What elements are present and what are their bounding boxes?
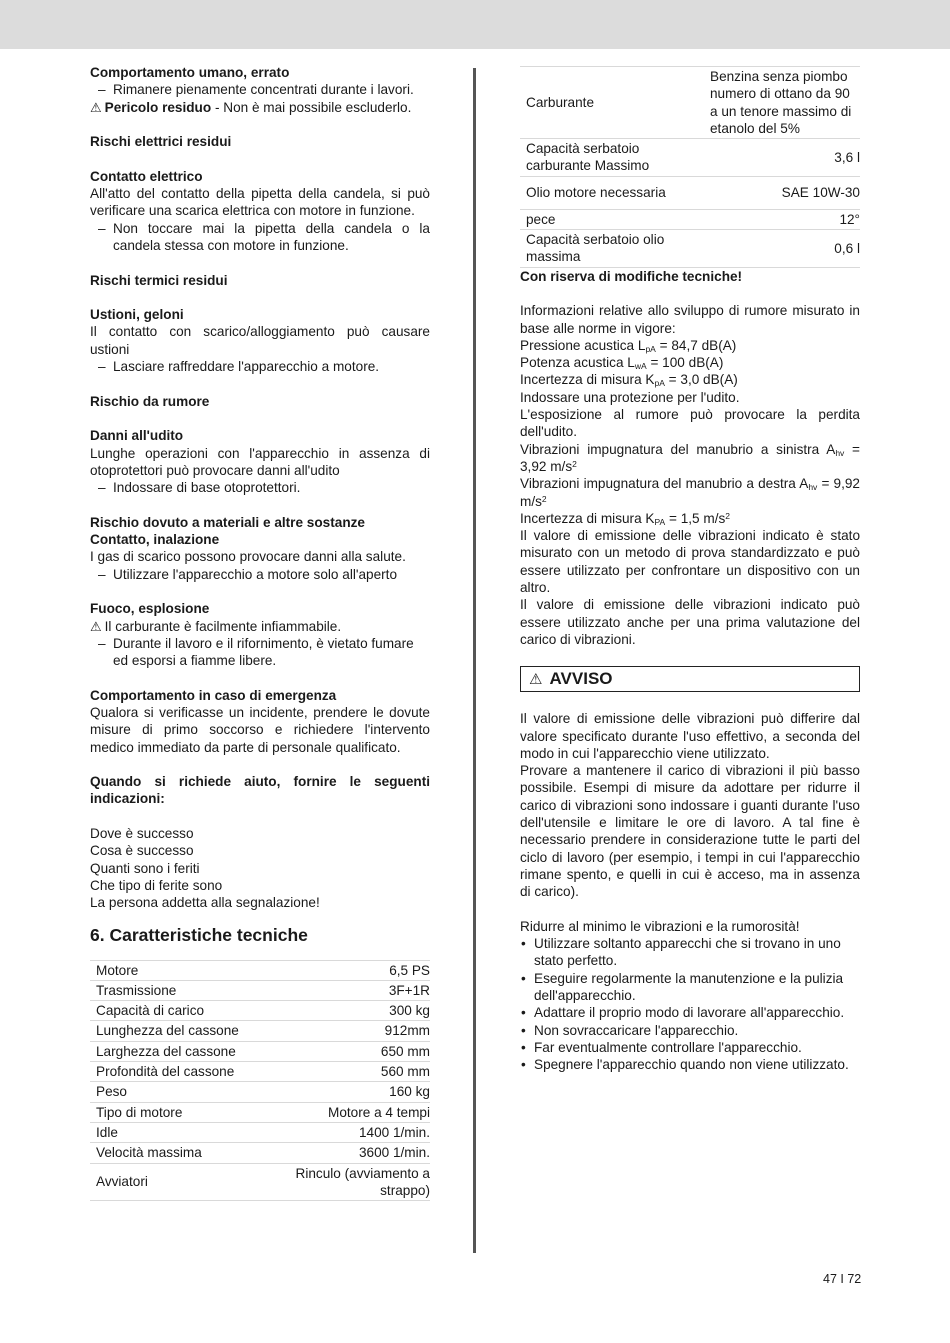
superscript: 2	[572, 458, 577, 469]
table-row	[520, 230, 860, 268]
spec-label: Olio motore necessaria	[520, 176, 702, 209]
vibration-paragraph: Il valore di emissione delle vibrazioni indicato può essere utilizzato anche per una prima valutazione del carico di vibrazioni.	[520, 597, 860, 647]
warning-box	[520, 666, 860, 692]
spec-value: 3,6 l	[702, 139, 860, 177]
superscript: 2	[541, 493, 547, 504]
noise-uncertainty	[520, 371, 860, 388]
tech-specs-table	[90, 960, 430, 1202]
instruction-spark-plug: – Non toccare mai la pipetta della candela o la candela stessa con motore in funzione.	[90, 220, 430, 255]
spec-label: Avviatori	[90, 1163, 264, 1201]
warning-triangle-icon: ⚠	[90, 618, 102, 634]
list-item: • Utilizzare soltanto apparecchi che si trovano in uno stato perfetto.	[520, 935, 860, 970]
spec-label: Velocità massima	[90, 1143, 264, 1163]
emergency-text: Qualora si verificasse un incidente, prendere le dovute misure di primo soccorso e richiedere l'intervento medico immediato da parte di personale qualificato.	[90, 704, 430, 755]
instruction-cool-down: – Lasciare raffreddare l'apparecchio a motore.	[90, 358, 430, 375]
table-row	[90, 1041, 430, 1061]
help-line: Cosa è successo	[90, 843, 194, 859]
spec-value: 300 kg	[264, 1001, 430, 1021]
spec-label: pece	[520, 209, 702, 229]
spec-value: 1400 1/min.	[264, 1122, 430, 1142]
list-item: • Adattare il proprio modo di lavorare all'apparecchio.	[520, 1004, 860, 1021]
list-item: • Far eventualmente controllare l'apparecchio.	[520, 1039, 860, 1056]
instruction-ear-protection: – Indossare di base otoprotettori.	[90, 479, 430, 496]
spec-label: Peso	[90, 1082, 264, 1102]
heading-electrical-risks: Rischi elettrici residui	[90, 134, 232, 150]
subscript: PA	[654, 516, 666, 527]
table-row	[90, 960, 430, 980]
warning-paragraph: Il valore di emissione delle vibrazioni può differire dal valore specificato durante l'uso effettivo, a seconda del modo in cui l'apparecchio viene utilizzato.	[520, 711, 860, 761]
sound-power	[520, 354, 860, 371]
superscript: 2	[725, 510, 731, 521]
page-number: 47 I 72	[823, 1272, 862, 1286]
vibration-paragraph: Il valore di emissione delle vibrazioni indicato è stato misurato con un metodo di prova standardizzato e può essere utilizzato per confrontare un dispositivo con un altro.	[520, 528, 860, 596]
section-title-tech-specs: 6. Caratteristiche tecniche	[90, 924, 308, 945]
heading-materials-risk: Rischio dovuto a materiali e altre sostanze	[90, 514, 365, 530]
noise-exposure-note: L'esposizione al rumore può provocare la perdita dell'udito.	[520, 407, 860, 440]
list-item: • Non sovraccaricare l'apparecchio.	[520, 1022, 860, 1039]
spec-label: Idle	[90, 1122, 264, 1142]
noise-uncertainty-label: Incertezza di misura K	[520, 372, 655, 388]
subscript: wA	[634, 361, 647, 372]
spec-value: 560 mm	[264, 1062, 430, 1082]
residual-danger-note	[90, 99, 430, 116]
table-row	[520, 139, 860, 177]
heading-help-info: Quando si richiede aiuto, fornire le seguenti indicazioni:	[90, 774, 430, 807]
table-row	[520, 67, 860, 139]
heading-fire-explosion: Fuoco, esplosione	[90, 601, 210, 617]
instruction-outdoor-use: – Utilizzare l'apparecchio a motore solo all'aperto	[90, 566, 430, 583]
fuel-specs-table	[520, 66, 860, 268]
spec-value: 0,6 l	[702, 230, 860, 268]
vibration-left	[520, 441, 860, 476]
spec-value: 6,5 PS	[264, 960, 430, 980]
table-row	[90, 1122, 430, 1142]
spec-label: Motore	[90, 960, 264, 980]
spec-value: Rinculo (avviamento a strappo)	[264, 1163, 430, 1201]
spec-value: 12°	[702, 209, 860, 229]
vibration-uncertainty-value: = 1,5 m/s	[665, 510, 726, 526]
heading-contact-inhalation: Contatto, inalazione	[90, 532, 220, 548]
spec-label: Capacità di carico	[90, 1001, 264, 1021]
reduce-vibration-note: Ridurre al minimo le vibrazioni e la rumorosità!	[520, 918, 800, 934]
instruction-concentration: – Rimanere pienamente concentrati durante i lavori.	[90, 81, 430, 98]
subscript: pA	[645, 343, 656, 354]
residual-danger-label: Pericolo residuo	[104, 99, 212, 115]
noise-uncertainty-value: = 3,0 dB(A)	[664, 372, 738, 388]
table-row	[90, 1021, 430, 1041]
vibration-right-value: = 9,92 m/s	[520, 476, 860, 509]
vibration-uncertainty-label: Incertezza di misura K	[520, 510, 655, 526]
table-row	[90, 1143, 430, 1163]
spec-label: Carburante	[520, 67, 702, 139]
heading-thermal-risks: Rischi termici residui	[90, 272, 228, 288]
sound-pressure	[520, 337, 860, 354]
spec-value: 650 mm	[264, 1041, 430, 1061]
sound-power-label: Potenza acustica L	[520, 355, 635, 371]
subscript: hv	[835, 447, 845, 458]
instruction-no-smoking: – Durante il lavoro e il rifornimento, è vietato fumare ed esporsi a fiamme libere.	[90, 635, 430, 670]
technical-changes-note: Con riserva di modifiche tecniche!	[520, 268, 743, 284]
warning-triangle-icon: ⚠	[90, 99, 102, 115]
flammable-text: Il carburante è facilmente infiammabile.	[104, 618, 342, 634]
spec-value: 160 kg	[264, 1082, 430, 1102]
spec-label: Trasmissione	[90, 980, 264, 1000]
spec-value: 912mm	[264, 1021, 430, 1041]
vibration-left-value: = 3,92 m/s	[520, 441, 860, 474]
warning-paragraph: Provare a mantenere il carico di vibrazioni il più basso possibile. Esempi di misure da adottare per ridurre il carico di vibrazioni sono indossare i guanti durante l'uso dell'utensile e limitare le ore di lavoro. A tal fine è necessario prendere in considerazione tutte le parti del ciclo di lavoro (per esempio, i tempi in cui l'apparecchio rimane spento, e quelli in cui è acceso, ma in assenza di carico).	[520, 763, 860, 900]
spec-label: Larghezza del cassone	[90, 1041, 264, 1061]
help-line: La persona addetta alla segnalazione!	[90, 895, 320, 911]
noise-intro: Informazioni relative allo sviluppo di rumore misurato in base alle norme in vigore:	[520, 303, 860, 336]
vibration-left-label: Vibrazioni impugnatura del manubrio a sinistra A	[520, 441, 836, 457]
electrical-contact-text: All'atto del contatto della pipetta della candela, si può verificare una scarica elettrica con motore in funzione.	[90, 186, 430, 219]
hearing-protection-note: Indossare una protezione per l'udito.	[520, 389, 740, 405]
warning-box-title: AVVISO	[549, 669, 613, 689]
sound-pressure-label: Pressione acustica L	[520, 337, 646, 353]
vibration-right-label: Vibrazioni impugnatura del manubrio a destra A	[520, 476, 809, 492]
spec-label: Profondità del cassone	[90, 1062, 264, 1082]
spec-label: Capacità serbatoio carburante Massimo	[520, 139, 702, 177]
left-column	[90, 64, 430, 1201]
table-row	[90, 1163, 430, 1201]
spec-value: 3F+1R	[264, 980, 430, 1000]
spec-value: Motore a 4 tempi	[264, 1102, 430, 1122]
spec-label: Lunghezza del cassone	[90, 1021, 264, 1041]
heading-electrical-contact: Contatto elettrico	[90, 168, 203, 184]
spec-value: Benzina senza piombo numero di ottano da 90 a un tenore massimo di etanolo del 5%	[702, 67, 860, 139]
flammable-warning	[90, 618, 430, 635]
help-line: Quanti sono i feriti	[90, 860, 200, 876]
spec-value: 3600 1/min.	[264, 1143, 430, 1163]
subscript: hv	[808, 482, 818, 493]
residual-danger-text: - Non è mai possibile escluderlo.	[211, 99, 412, 115]
heading-emergency: Comportamento in caso di emergenza	[90, 687, 337, 703]
table-row	[90, 1062, 430, 1082]
table-row	[90, 980, 430, 1000]
heading-human-behavior: Comportamento umano, errato	[90, 65, 290, 80]
warning-triangle-icon: ⚠	[529, 671, 543, 689]
vibration-uncertainty	[520, 510, 860, 527]
table-row	[90, 1102, 430, 1122]
table-row	[520, 209, 860, 229]
spec-value: SAE 10W-30	[702, 176, 860, 209]
header-bar	[0, 0, 950, 49]
right-column	[520, 66, 860, 1073]
list-item: • Eseguire regolarmente la manutenzione e la pulizia dell'apparecchio.	[520, 970, 860, 1005]
table-row	[90, 1082, 430, 1102]
help-line: Che tipo di ferite sono	[90, 877, 223, 893]
subscript: pA	[654, 378, 665, 389]
heading-burns: Ustioni, geloni	[90, 307, 184, 323]
table-row	[520, 176, 860, 209]
table-row	[90, 1001, 430, 1021]
column-divider	[473, 68, 476, 1253]
spec-label: Tipo di motore	[90, 1102, 264, 1122]
heading-noise-risk: Rischio da rumore	[90, 393, 210, 409]
hearing-damage-text: Lunghe operazioni con l'apparecchio in assenza di otoprotettori può provocare danni all'udito	[90, 445, 430, 478]
sound-pressure-value: = 84,7 dB(A)	[655, 337, 737, 353]
sound-power-value: = 100 dB(A)	[646, 355, 724, 371]
help-line: Dove è successo	[90, 826, 194, 842]
spec-label: Capacità serbatoio olio massima	[520, 230, 702, 268]
heading-hearing-damage: Danni all'udito	[90, 428, 184, 444]
vibration-right	[520, 475, 860, 510]
burns-text: Il contatto con scarico/alloggiamento può causare ustioni	[90, 324, 430, 357]
exhaust-gas-text: I gas di scarico possono provocare danni alla salute.	[90, 549, 406, 565]
list-item: • Spegnere l'apparecchio quando non viene utilizzato.	[520, 1056, 860, 1073]
